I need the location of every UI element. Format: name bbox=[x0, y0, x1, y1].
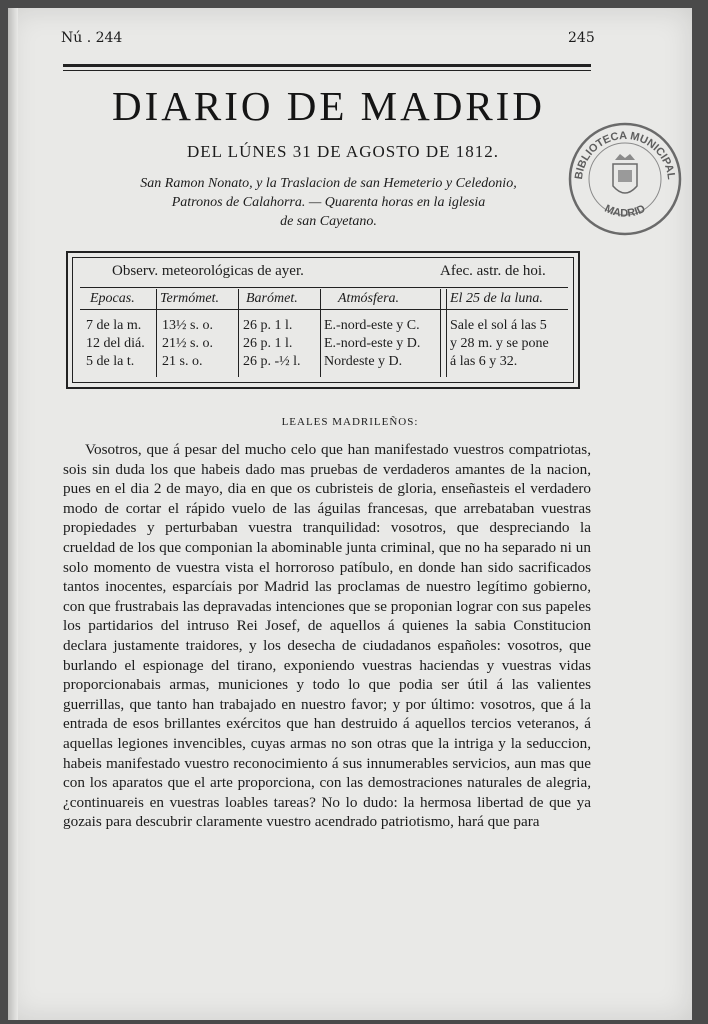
saints-of-the-day bbox=[76, 174, 581, 231]
weather-title: Observ. meteorológicas de ayer. bbox=[112, 263, 304, 279]
saints-line: San Ramon Nonato, y la Traslacion de san Hemeterio y Celedonio, bbox=[140, 176, 517, 191]
astronomy-line: y 28 m. y se pone bbox=[450, 336, 549, 351]
stamp-top-text: BIBLIOTECA MUNICIPAL bbox=[572, 129, 677, 181]
saints-line: Patronos de Calahorra. — Quarenta horas en la iglesia bbox=[171, 195, 486, 210]
table-cell: 26 p. 1 l. bbox=[243, 336, 293, 351]
column-divider bbox=[320, 289, 321, 377]
svg-text:MADRID bbox=[603, 203, 648, 220]
column-divider bbox=[238, 289, 239, 377]
table-cell: Nordeste y D. bbox=[324, 354, 403, 369]
column-header-termometro: Termómet. bbox=[160, 291, 219, 306]
astronomy-line: Sale el sol á las 5 bbox=[450, 318, 547, 333]
astronomy-line: á las 6 y 32. bbox=[450, 354, 518, 369]
stamp-bottom-text: MADRID bbox=[602, 202, 648, 220]
article-heading: LEALES MADRILEÑOS: bbox=[281, 416, 419, 428]
table-rule bbox=[80, 287, 568, 288]
date-line: DEL LÚNES 31 DE AGOSTO DE 1812. bbox=[187, 142, 499, 161]
issue-number: Nú . 244 bbox=[61, 30, 123, 46]
column-header-atmosfera: Atmósfera. bbox=[338, 291, 400, 306]
table-cell: 21½ s. o. bbox=[162, 336, 213, 351]
table-cell: 21 s. o. bbox=[162, 354, 203, 369]
page-number: 245 bbox=[568, 30, 595, 46]
weather-observations-table bbox=[66, 251, 580, 389]
table-cell: 13½ s. o. bbox=[162, 318, 213, 333]
table-cell: 26 p. 1 l. bbox=[243, 318, 293, 333]
newspaper-page bbox=[8, 8, 692, 1020]
column-divider bbox=[156, 289, 157, 377]
column-header-barometro: Barómet. bbox=[246, 291, 298, 306]
article-body bbox=[63, 440, 591, 832]
column-divider bbox=[440, 289, 441, 377]
table-cell: 26 p. -½ l. bbox=[243, 354, 301, 369]
header-rule bbox=[63, 64, 591, 67]
table-cell: E.-nord-este y C. bbox=[324, 318, 420, 333]
library-stamp-icon bbox=[566, 120, 684, 238]
table-cell: 12 del diá. bbox=[86, 336, 145, 351]
article-paragraph: Vosotros, que á pesar del mucho celo que han manifestado vuestros compatriotas, sois sin duda los que habeis dado mas pruebas de verdaderos amantes de la nacion, pues en el dia 2 de mayo, dia en que os cubristeis de gloria, enseñasteis el verdadero modo de cortar el rápido vuelo de las águilas francesas, que arrebataban vuestras propiedades y perturbaban vuestra tranquilidad: vosotros, que despreciando la crueldad de los que componian la abominable junta criminal, que no ha separado ni un solo momento de vuestra vista el horroroso patíbulo, en donde han sido sacrificados tantos inocentes, esparcíais por Madrid las proclamas de nuestro legítimo gobierno, con que frustrabais las depravadas intenciones que se proponian lograr con sus papeles los partidarios del intruso Rei Josef, de aquellos á quienes la sabia Constitucion declara justamente traidores, y los desecha de ciudadanos españoles: vosotros, que burlando el espionage del tirano, exponiendo vuestras haciendas y vuestras vidas proporcionabais armas, municiones y todo lo que podia ser útil á las valientes guerrillas, que tanto han trabajado en nuestro favor; y por último: vosotros, que á la entrada de esos brillantes exércitos que han destruido á aquellos tercios veteranos, á aquellas legiones invencibles, cuyas armas no son otras que la intriga y la seduccion, habeis manifestado vuestro reconocimiento á sus innumerables servicios, aun mas que con los aparatos que el arte proporciona, con las demostraciones naturales de alegria, ¿continuareis en vuestras loables tareas? No lo dudo: la hermosa libertad de que ya gozais para descubrir claramente vuestro acendrado patriotismo, hará que para bbox=[63, 441, 591, 831]
table-cell: 5 de la t. bbox=[86, 354, 135, 369]
saints-line: de san Cayetano. bbox=[280, 214, 377, 229]
table-cell: E.-nord-este y D. bbox=[324, 336, 421, 351]
column-header-luna: El 25 de la luna. bbox=[450, 291, 543, 306]
table-cell: 7 de la m. bbox=[86, 318, 142, 333]
column-header-epocas: Epocas. bbox=[90, 291, 135, 306]
page-binding-edge bbox=[8, 8, 18, 1020]
astronomy-title: Afec. astr. de hoi. bbox=[440, 263, 546, 279]
header-rule-thin bbox=[63, 70, 591, 71]
column-divider bbox=[446, 289, 447, 377]
masthead-title: DIARIO DE MADRID bbox=[112, 83, 545, 129]
table-rule bbox=[80, 309, 568, 310]
